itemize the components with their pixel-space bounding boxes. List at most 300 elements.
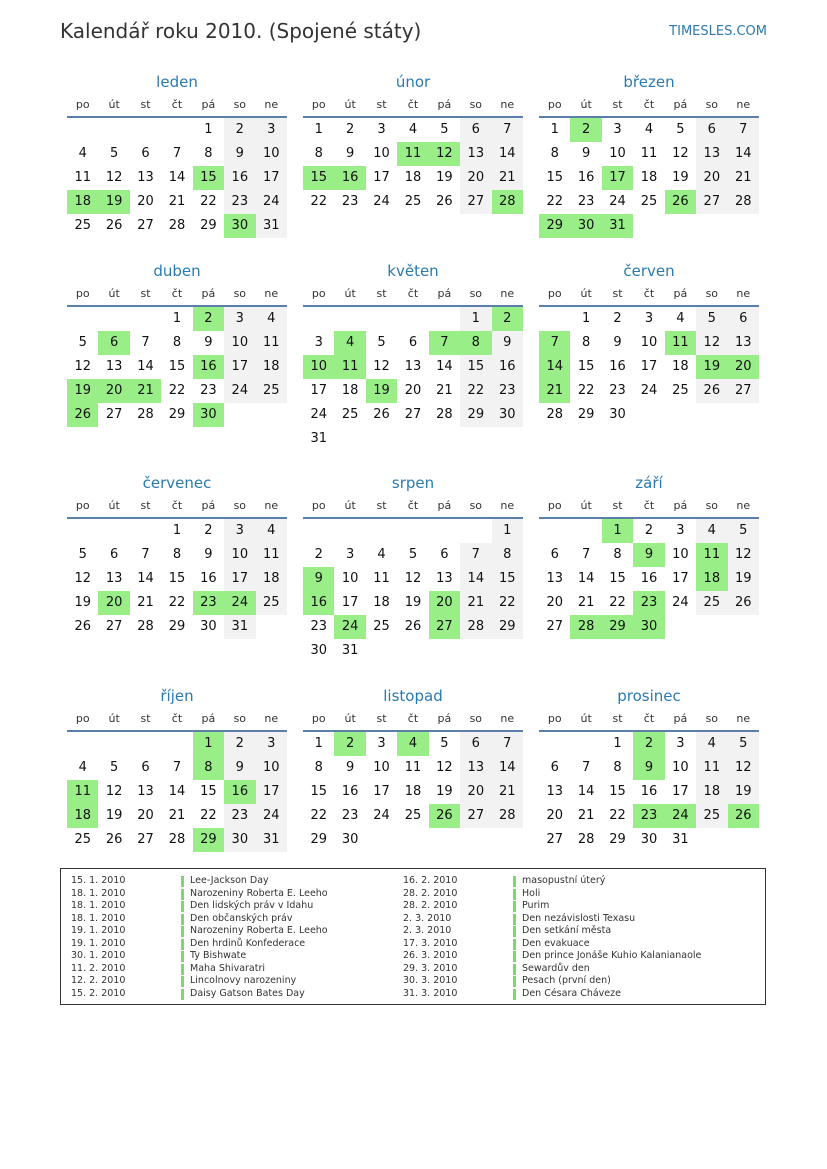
day-cell: 5 [440, 122, 449, 137]
day-cell: 12 [429, 142, 460, 166]
day-cell: 29 [193, 828, 224, 852]
holiday-marker [513, 926, 516, 937]
day-cell: 13 [137, 784, 154, 799]
day-cell: 16 [193, 355, 224, 379]
weekday-label: po [75, 499, 90, 512]
holiday-marker [181, 876, 184, 887]
day-cell: 14 [137, 571, 154, 586]
day-cell: 26 [728, 804, 759, 828]
empty-cell [397, 307, 428, 331]
day-cell: 7 [172, 760, 182, 775]
day-cell: 23 [341, 808, 359, 823]
day-cell: 28 [546, 407, 563, 422]
day-cell: 25 [696, 804, 727, 828]
day-cell: 31 [310, 431, 327, 446]
weekday-label: pá [673, 98, 688, 111]
day-cell: 13 [696, 142, 727, 166]
holiday-name: Den nezávislosti Texasu [522, 912, 636, 924]
day-cell: 15 [546, 170, 563, 185]
day-cell: 3 [224, 307, 255, 331]
empty-cell [539, 732, 570, 756]
day-cell: 3 [224, 519, 255, 543]
day-cell: 15 [200, 784, 217, 799]
day-cell: 8 [613, 760, 622, 775]
week-row [539, 756, 759, 780]
month-name: únor [395, 73, 431, 91]
day-cell: 8 [172, 547, 182, 562]
day-cell: 9 [633, 543, 664, 567]
day-cell: 10 [672, 760, 689, 775]
day-cell: 24 [310, 407, 327, 422]
day-cell: 10 [224, 331, 255, 355]
day-cell: 2 [633, 732, 664, 756]
holiday-date: 2. 3. 2010 [403, 925, 452, 936]
week-row [539, 543, 759, 567]
empty-cell [161, 118, 192, 142]
day-cell: 24 [334, 615, 365, 639]
month-name: květen [387, 262, 439, 280]
day-cell: 14 [492, 756, 523, 780]
weekday-label: po [311, 712, 326, 725]
day-cell: 6 [550, 547, 559, 562]
week-row [303, 166, 523, 190]
holiday-entry [393, 925, 701, 938]
day-cell: 23 [633, 804, 664, 828]
day-cell: 18 [404, 784, 422, 799]
day-cell: 29 [460, 403, 491, 427]
day-cell: 5 [109, 760, 119, 775]
day-cell: 27 [105, 619, 123, 634]
empty-cell [130, 519, 161, 543]
day-cell: 17 [256, 780, 287, 804]
holiday-entry [393, 913, 701, 926]
day-cell: 17 [310, 383, 327, 398]
day-cell: 1 [172, 311, 182, 326]
weekday-label: ne [500, 287, 515, 300]
week-row [539, 519, 759, 543]
weekday-label: po [547, 98, 562, 111]
holiday-marker [181, 889, 184, 900]
day-cell: 21 [539, 379, 570, 403]
day-cell: 12 [74, 359, 91, 374]
day-cell: 22 [492, 591, 523, 615]
day-cell: 27 [105, 407, 123, 422]
day-cell: 3 [676, 736, 685, 751]
month-name: leden [156, 73, 198, 91]
day-cell: 14 [539, 355, 570, 379]
holiday-entry [61, 975, 328, 988]
day-cell: 17 [672, 571, 689, 586]
empty-cell [334, 307, 365, 331]
day-cell: 18 [696, 567, 727, 591]
day-cell: 3 [644, 311, 654, 326]
day-cell: 11 [397, 142, 428, 166]
holiday-column-right [393, 875, 701, 1000]
day-cell: 1 [602, 519, 633, 543]
day-cell: 1 [581, 311, 591, 326]
holiday-date: 18. 1. 2010 [71, 900, 126, 911]
weekday-header [539, 497, 759, 519]
day-cell: 31 [256, 214, 287, 238]
empty-cell [492, 639, 523, 663]
holiday-date: 15. 1. 2010 [71, 875, 126, 886]
weekday-label: so [233, 499, 247, 512]
week-row [303, 804, 523, 828]
day-cell: 19 [696, 355, 727, 379]
holiday-name: Den setkání města [522, 925, 612, 936]
empty-cell [397, 639, 428, 663]
day-cell: 15 [303, 166, 334, 190]
holiday-entry [393, 988, 701, 1001]
day-cell: 28 [137, 407, 154, 422]
month-block [539, 261, 759, 427]
empty-cell [633, 214, 664, 238]
week-row [67, 307, 287, 331]
weekday-label: so [705, 712, 719, 725]
empty-cell [161, 732, 192, 756]
day-cell: 28 [492, 190, 523, 214]
holiday-entry [393, 950, 701, 963]
week-row [539, 403, 759, 427]
day-cell: 20 [546, 595, 563, 610]
day-cell: 6 [98, 331, 129, 355]
week-row [303, 379, 523, 403]
day-cell: 9 [492, 331, 523, 355]
holiday-name: Den hrdinů Konfederace [190, 937, 306, 949]
day-cell: 18 [672, 359, 689, 374]
day-cell: 15 [577, 359, 595, 374]
day-cell: 29 [602, 615, 633, 639]
day-cell: 17 [672, 784, 689, 799]
day-cell: 17 [341, 595, 359, 610]
empty-cell [397, 519, 428, 543]
month-block [303, 261, 523, 451]
month-name: prosinec [617, 687, 681, 705]
day-cell: 15 [460, 355, 491, 379]
day-cell: 10 [256, 756, 287, 780]
weekday-label: čt [407, 287, 419, 300]
weekday-label: po [311, 98, 326, 111]
day-cell: 22 [310, 808, 327, 823]
month-name: říjen [160, 687, 194, 705]
empty-cell [67, 732, 98, 756]
holiday-name: Den občanských práv [190, 912, 293, 924]
holiday-marker [513, 951, 516, 962]
week-row [303, 639, 523, 663]
empty-cell [696, 828, 727, 852]
day-cell: 29 [200, 218, 217, 233]
day-cell: 12 [404, 571, 422, 586]
day-cell: 28 [137, 619, 154, 634]
week-row [67, 567, 287, 591]
weekday-label: čt [171, 98, 183, 111]
day-cell: 26 [373, 407, 390, 422]
weekday-label: st [140, 98, 151, 111]
empty-cell [366, 828, 397, 852]
day-cell: 10 [672, 547, 689, 562]
day-cell: 21 [168, 808, 186, 823]
day-cell: 26 [74, 619, 91, 634]
weekday-header [539, 285, 759, 307]
day-cell: 3 [676, 523, 685, 538]
day-cell: 10 [373, 146, 390, 161]
week-row [303, 732, 523, 756]
day-cell: 20 [546, 808, 563, 823]
weekday-label: ne [500, 712, 515, 725]
holiday-entry [61, 900, 328, 913]
week-row [67, 543, 287, 567]
day-cell: 5 [676, 122, 685, 137]
day-cell: 8 [193, 756, 224, 780]
holiday-legend [60, 868, 766, 1005]
empty-cell [728, 828, 759, 852]
day-cell: 14 [577, 571, 595, 586]
empty-cell [98, 519, 129, 543]
day-cell: 31 [224, 615, 255, 639]
weekday-label: st [376, 287, 387, 300]
day-cell: 8 [314, 760, 323, 775]
day-cell: 11 [74, 170, 91, 185]
day-cell: 20 [728, 355, 759, 379]
day-cell: 5 [696, 307, 727, 331]
month-block [67, 261, 287, 427]
day-cell: 30 [341, 832, 359, 847]
holiday-date: 18. 1. 2010 [71, 912, 126, 924]
day-cell: 19 [366, 379, 397, 403]
site-link[interactable]: TIMESLES.COM [669, 24, 767, 39]
week-row [67, 804, 287, 828]
day-cell: 31 [672, 832, 689, 847]
empty-cell [696, 214, 727, 238]
day-cell: 27 [429, 615, 460, 639]
holiday-date: 26. 3. 2010 [403, 950, 458, 961]
day-cell: 18 [256, 567, 287, 591]
day-cell: 8 [550, 146, 559, 161]
month-block [67, 686, 287, 852]
day-cell: 22 [609, 808, 626, 823]
weekday-label: st [140, 712, 151, 725]
day-cell: 23 [633, 591, 664, 615]
holiday-marker [181, 926, 184, 937]
day-cell: 25 [404, 194, 422, 209]
day-cell: 13 [546, 784, 563, 799]
day-cell: 24 [373, 808, 390, 823]
day-cell: 9 [345, 760, 355, 775]
month-name: listopad [383, 687, 443, 705]
week-row [67, 331, 287, 355]
weekday-label: ne [736, 287, 751, 300]
weekday-label: so [705, 98, 719, 111]
day-cell: 22 [200, 194, 217, 209]
day-cell: 26 [404, 619, 422, 634]
holiday-marker [513, 989, 516, 1000]
day-cell: 2 [492, 307, 523, 331]
weekday-label: čt [643, 98, 655, 111]
day-cell: 2 [204, 523, 213, 538]
day-cell: 22 [168, 595, 186, 610]
weekday-label: so [469, 499, 483, 512]
day-cell: 16 [577, 170, 595, 185]
empty-cell [460, 519, 491, 543]
empty-cell [570, 519, 601, 543]
day-cell: 3 [377, 736, 386, 751]
weekday-header [539, 96, 759, 118]
weekday-label: čt [643, 287, 655, 300]
week-row [303, 427, 523, 451]
day-cell: 23 [577, 194, 595, 209]
day-cell: 7 [539, 331, 570, 355]
day-cell: 17 [640, 359, 658, 374]
week-row [67, 403, 287, 427]
holiday-name: Sewardův den [522, 962, 590, 974]
empty-cell [429, 828, 460, 852]
holiday-entry [61, 938, 328, 951]
weekday-label: ne [264, 98, 279, 111]
weekday-label: po [547, 499, 562, 512]
page-title: Kalendář roku 2010. (Spojené státy) [60, 19, 422, 43]
day-cell: 29 [168, 619, 186, 634]
day-cell: 5 [78, 547, 87, 562]
day-cell: 10 [609, 146, 626, 161]
day-cell: 17 [373, 784, 390, 799]
day-cell: 21 [577, 808, 595, 823]
day-cell: 29 [310, 832, 327, 847]
week-row [539, 166, 759, 190]
day-cell: 26 [105, 218, 123, 233]
day-cell: 1 [314, 736, 323, 751]
empty-cell [130, 307, 161, 331]
day-cell: 21 [460, 591, 491, 615]
day-cell: 25 [256, 591, 287, 615]
day-cell: 16 [334, 166, 365, 190]
day-cell: 28 [168, 832, 186, 847]
holiday-marker [513, 901, 516, 912]
empty-cell [67, 307, 98, 331]
month-block [539, 473, 759, 639]
holiday-date: 16. 2. 2010 [403, 875, 458, 886]
day-cell: 28 [577, 832, 595, 847]
week-row [539, 804, 759, 828]
day-cell: 4 [78, 760, 87, 775]
month-block [67, 473, 287, 639]
holiday-name: Narozeniny Roberta E. Leeho [190, 925, 328, 936]
empty-cell [633, 403, 664, 427]
day-cell: 15 [609, 784, 626, 799]
month-block [303, 686, 523, 852]
day-cell: 20 [98, 379, 129, 403]
empty-cell [696, 403, 727, 427]
holiday-column-left [61, 875, 328, 1000]
weekday-label: st [612, 712, 623, 725]
day-cell: 11 [67, 780, 98, 804]
day-cell: 12 [696, 331, 727, 355]
weekday-label: čt [407, 712, 419, 725]
day-cell: 10 [341, 571, 359, 586]
day-cell: 23 [492, 379, 523, 403]
day-cell: 4 [644, 122, 654, 137]
day-cell: 13 [460, 142, 491, 166]
day-cell: 20 [460, 166, 491, 190]
day-cell: 22 [609, 595, 626, 610]
week-row [303, 142, 523, 166]
day-cell: 28 [460, 615, 491, 639]
empty-cell [728, 403, 759, 427]
weekday-label: po [75, 287, 90, 300]
empty-cell [696, 615, 727, 639]
week-row [303, 756, 523, 780]
day-cell: 20 [696, 166, 727, 190]
day-cell: 19 [67, 379, 98, 403]
holiday-marker [513, 889, 516, 900]
day-cell: 30 [609, 407, 626, 422]
day-cell: 13 [728, 331, 759, 355]
week-row [539, 142, 759, 166]
weekday-label: pá [437, 499, 452, 512]
day-cell: 17 [224, 567, 255, 591]
weekday-label: po [75, 98, 90, 111]
day-cell: 23 [609, 383, 626, 398]
empty-cell [130, 118, 161, 142]
day-cell: 29 [539, 214, 570, 238]
day-cell: 11 [256, 331, 287, 355]
holiday-name: Lincolnovy narozeniny [190, 975, 297, 986]
holiday-name: Narozeniny Roberta E. Leeho [190, 887, 328, 899]
week-row [539, 190, 759, 214]
day-cell: 30 [310, 643, 327, 658]
weekday-header [67, 710, 287, 732]
empty-cell [366, 427, 397, 451]
day-cell: 27 [137, 832, 154, 847]
day-cell: 3 [256, 732, 287, 756]
day-cell: 3 [377, 122, 386, 137]
day-cell: 14 [492, 142, 523, 166]
day-cell: 25 [404, 808, 422, 823]
empty-cell [67, 519, 98, 543]
day-cell: 30 [570, 214, 601, 238]
holiday-entry [393, 963, 701, 976]
day-cell: 8 [492, 543, 523, 567]
day-cell: 3 [256, 118, 287, 142]
holiday-marker [181, 964, 184, 975]
day-cell: 18 [404, 170, 422, 185]
day-cell: 1 [172, 523, 182, 538]
weekday-label: út [344, 712, 356, 725]
day-cell: 11 [373, 571, 390, 586]
day-cell: 25 [672, 383, 689, 398]
holiday-marker [513, 964, 516, 975]
day-cell: 21 [728, 166, 759, 190]
weekday-header [303, 710, 523, 732]
holiday-date: 18. 1. 2010 [71, 887, 126, 899]
day-cell: 14 [436, 359, 453, 374]
day-cell: 1 [613, 736, 622, 751]
day-cell: 9 [613, 335, 622, 350]
empty-cell [67, 118, 98, 142]
empty-cell [397, 828, 428, 852]
day-cell: 29 [168, 407, 186, 422]
empty-cell [492, 427, 523, 451]
empty-cell [130, 732, 161, 756]
day-cell: 27 [137, 218, 154, 233]
empty-cell [492, 828, 523, 852]
day-cell: 9 [224, 756, 255, 780]
day-cell: 27 [696, 190, 727, 214]
day-cell: 8 [314, 146, 323, 161]
month-block [67, 72, 287, 238]
day-cell: 26 [696, 379, 727, 403]
weekday-header [67, 285, 287, 307]
weekday-label: so [233, 98, 247, 111]
